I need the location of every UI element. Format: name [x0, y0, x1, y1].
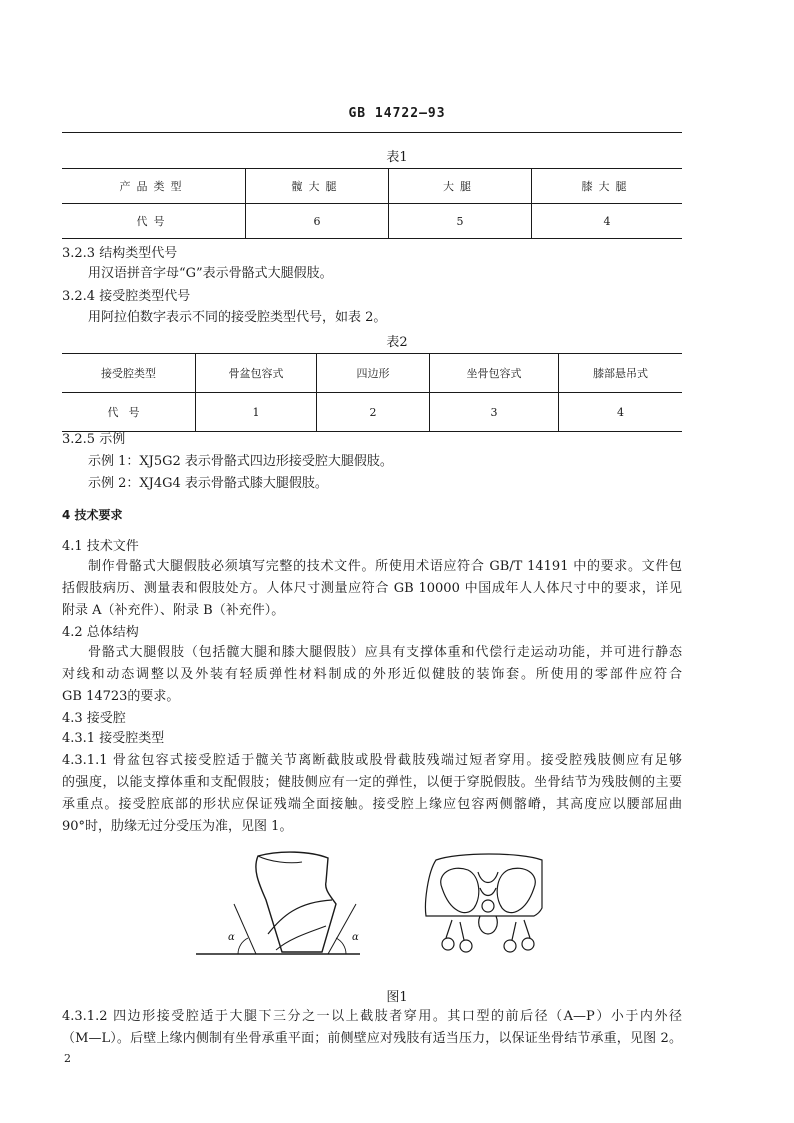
angle-label-right: α: [352, 932, 359, 943]
socket-outline: [256, 852, 336, 952]
section-heading: 3.2.5 示例: [62, 432, 126, 447]
standard-header: GB 14722—93: [348, 106, 446, 121]
paragraph-line: 用汉语拼音字母“G”表示骨骼式大腿假肢。: [88, 266, 333, 281]
table-cell: 四边形: [317, 354, 430, 393]
table-cell: 4: [532, 204, 683, 239]
figure-1-illustration: [190, 842, 570, 972]
table-cell: 骨盆包容式: [196, 354, 317, 393]
paragraph-line: 4.3.1.1 骨盆包容式接受腔适于髋关节离断截肢或股骨截肢残端过短者穿用。接受腔残肢侧应有足够: [62, 753, 682, 768]
figure-1-caption: 图1: [386, 990, 408, 1005]
table-cell: 膝大腿: [532, 169, 683, 204]
example-line: 示例 2：XJ4G4 表示骨骼式膝大腿假肢。: [88, 476, 328, 491]
pelvis-socket-drawing: [425, 854, 542, 952]
paragraph-line: 的强度，以能支撑体重和支配假肢；健肢侧应有一定的弹性，以便于穿脱假肢。坐骨结节为残肢侧的主要: [62, 775, 682, 790]
chapter-heading: 4 技术要求: [62, 508, 123, 522]
table-cell: 4: [559, 393, 683, 432]
paragraph-line: 制作骨骼式大腿假肢必须填写完整的技术文件。所使用术语应符合 GB/T 14191 中的要求。文件包: [88, 559, 682, 574]
table-cell: 6: [246, 204, 389, 239]
angle-line: [328, 904, 356, 954]
table1-caption: 表1: [386, 150, 408, 165]
angle-arc: [238, 938, 248, 954]
table-cell: 1: [196, 393, 317, 432]
paragraph-line: 括假肢病历、测量表和假肢处方。人体尺寸测量应符合 GB 10000 中国成年人人体尺寸中的要求，详见: [62, 581, 682, 596]
table-row: [62, 354, 682, 393]
table-cell: 膝部悬吊式: [559, 354, 683, 393]
angle-arc: [336, 938, 346, 954]
table-cell: 坐骨包容式: [430, 354, 559, 393]
table-cell: 代号: [62, 204, 246, 239]
header-rule: [62, 132, 682, 133]
table-cell: 髋大腿: [246, 169, 389, 204]
paragraph-line: 附录 A（补充件）、附录 B（补充件）。: [62, 603, 285, 618]
section-heading: 4.2 总体结构: [62, 625, 139, 640]
section-heading: 4.1 技术文件: [62, 539, 139, 554]
paragraph-line: 承重点。接受腔底部的形状应保证残端全面接触。接受腔上缘应包容两侧髂嵴，其高度应以腰部屈曲: [62, 797, 682, 812]
table-cell: 3: [430, 393, 559, 432]
paragraph-line: GB 14723的要求。: [62, 689, 180, 704]
table2: [62, 353, 682, 432]
section-heading: 3.2.4 接受腔类型代号: [62, 289, 191, 304]
table-row: [62, 169, 682, 204]
table-row: [62, 204, 682, 239]
paragraph-line: 对线和动态调整以及外装有轻质弹性材料制成的外形近似健肢的装饰套。所使用的零部件应符合: [62, 667, 682, 682]
example-line: 示例 1：XJ5G2 表示骨骼式四边形接受腔大腿假肢。: [88, 454, 393, 469]
page-number: 2: [64, 1052, 71, 1065]
table1: [62, 168, 682, 239]
angle-line: [234, 904, 256, 954]
table-cell: 代号: [62, 393, 196, 432]
table-cell: 大腿: [389, 169, 532, 204]
paragraph-line: 4.3.1.2 四边形接受腔适于大腿下三分之一以上截肢者穿用。其口型的前后径（A—P）小于内外径: [62, 1009, 682, 1024]
section-heading: 3.2.3 结构类型代号: [62, 246, 178, 261]
table-cell: 接受腔类型: [62, 354, 196, 393]
table-cell: 2: [317, 393, 430, 432]
paragraph-line: 用阿拉伯数字表示不同的接受腔类型代号，如表 2。: [88, 310, 387, 325]
table-cell: 产品类型: [62, 169, 246, 204]
angle-label-left: α: [228, 932, 235, 943]
table-cell: 5: [389, 204, 532, 239]
table-row: [62, 393, 682, 432]
paragraph-line: 90°时，肋缘无过分受压为准，见图 1。: [62, 819, 293, 834]
paragraph-line: （M—L）。后壁上缘内侧制有坐骨承重平面；前侧壁应对残肢有适当压力，以保证坐骨结节承重，见图 2。: [62, 1031, 682, 1046]
section-heading: 4.3 接受腔: [62, 711, 126, 726]
section-heading: 4.3.1 接受腔类型: [62, 731, 165, 746]
paragraph-line: 骨骼式大腿假肢（包括髋大腿和膝大腿假肢）应具有支撑体重和代偿行走运动功能，并可进行静态: [88, 645, 682, 660]
table2-caption: 表2: [386, 335, 408, 350]
